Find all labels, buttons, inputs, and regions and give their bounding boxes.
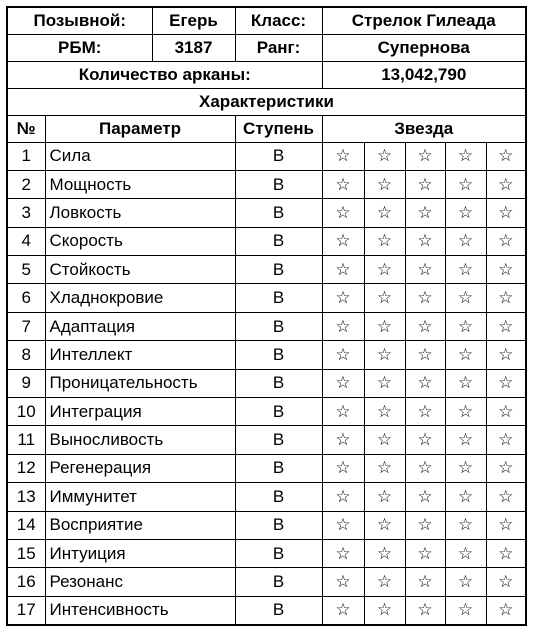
star-icon: ☆ — [445, 199, 486, 227]
callsign-value: Егерь — [152, 7, 235, 34]
star-icon: ☆ — [322, 483, 364, 511]
star-icon: ☆ — [322, 142, 364, 170]
class-value: Стрелок Гилеада — [322, 7, 526, 34]
star-icon: ☆ — [405, 539, 445, 567]
row-number: 14 — [7, 511, 45, 539]
row-parameter: Ловкость — [45, 199, 235, 227]
rbm-value: 3187 — [152, 34, 235, 61]
rbm-label: РБМ: — [7, 34, 152, 61]
row-parameter: Хладнокровие — [45, 284, 235, 312]
star-icon: ☆ — [322, 426, 364, 454]
row-grade: B — [235, 312, 322, 340]
row-number: 17 — [7, 596, 45, 624]
star-icon: ☆ — [405, 568, 445, 596]
star-icon: ☆ — [364, 227, 405, 255]
row-grade: B — [235, 142, 322, 170]
row-number: 2 — [7, 170, 45, 198]
row-parameter: Интеллект — [45, 341, 235, 369]
row-parameter: Интенсивность — [45, 596, 235, 624]
row-grade: B — [235, 341, 322, 369]
star-icon: ☆ — [364, 341, 405, 369]
table-row — [7, 170, 526, 198]
row-grade: B — [235, 284, 322, 312]
table-row — [7, 398, 526, 426]
row-parameter: Иммунитет — [45, 483, 235, 511]
row-grade: B — [235, 483, 322, 511]
star-icon: ☆ — [445, 341, 486, 369]
star-icon: ☆ — [405, 142, 445, 170]
star-icon: ☆ — [486, 256, 526, 284]
star-icon: ☆ — [322, 341, 364, 369]
star-icon: ☆ — [486, 539, 526, 567]
section-title-row — [7, 88, 526, 115]
row-parameter: Интуиция — [45, 539, 235, 567]
star-icon: ☆ — [445, 539, 486, 567]
star-icon: ☆ — [445, 142, 486, 170]
star-icon: ☆ — [364, 596, 405, 624]
table-row — [7, 256, 526, 284]
star-icon: ☆ — [405, 483, 445, 511]
col-header-num: № — [7, 115, 45, 142]
star-icon: ☆ — [445, 398, 486, 426]
star-icon: ☆ — [445, 284, 486, 312]
star-icon: ☆ — [405, 398, 445, 426]
star-icon: ☆ — [364, 454, 405, 482]
row-grade: B — [235, 596, 322, 624]
star-icon: ☆ — [322, 199, 364, 227]
star-icon: ☆ — [405, 369, 445, 397]
star-icon: ☆ — [364, 142, 405, 170]
table-row — [7, 227, 526, 255]
col-header-param: Параметр — [45, 115, 235, 142]
star-icon: ☆ — [405, 312, 445, 340]
row-grade: B — [235, 568, 322, 596]
table-row — [7, 483, 526, 511]
star-icon: ☆ — [405, 426, 445, 454]
star-icon: ☆ — [322, 312, 364, 340]
row-number: 10 — [7, 398, 45, 426]
star-icon: ☆ — [364, 539, 405, 567]
star-icon: ☆ — [364, 511, 405, 539]
row-parameter: Адаптация — [45, 312, 235, 340]
star-icon: ☆ — [486, 312, 526, 340]
star-icon: ☆ — [364, 256, 405, 284]
star-icon: ☆ — [445, 256, 486, 284]
stats-table — [6, 6, 527, 626]
star-icon: ☆ — [445, 312, 486, 340]
row-grade: B — [235, 511, 322, 539]
row-grade: B — [235, 398, 322, 426]
arcana-label: Количество арканы: — [7, 61, 322, 88]
row-number: 9 — [7, 369, 45, 397]
table-row — [7, 369, 526, 397]
star-icon: ☆ — [364, 426, 405, 454]
table-row — [7, 199, 526, 227]
row-parameter: Восприятие — [45, 511, 235, 539]
star-icon: ☆ — [486, 142, 526, 170]
row-grade: B — [235, 199, 322, 227]
star-icon: ☆ — [322, 170, 364, 198]
row-parameter: Регенерация — [45, 454, 235, 482]
row-parameter: Скорость — [45, 227, 235, 255]
star-icon: ☆ — [445, 454, 486, 482]
row-number: 12 — [7, 454, 45, 482]
table-row — [7, 596, 526, 624]
star-icon: ☆ — [364, 312, 405, 340]
star-icon: ☆ — [486, 170, 526, 198]
star-icon: ☆ — [445, 568, 486, 596]
star-icon: ☆ — [364, 483, 405, 511]
class-label: Класс: — [235, 7, 322, 34]
star-icon: ☆ — [486, 341, 526, 369]
row-parameter: Интеграция — [45, 398, 235, 426]
star-icon: ☆ — [445, 227, 486, 255]
star-icon: ☆ — [364, 284, 405, 312]
row-parameter: Выносливость — [45, 426, 235, 454]
callsign-label: Позывной: — [7, 7, 152, 34]
star-icon: ☆ — [364, 369, 405, 397]
star-icon: ☆ — [322, 596, 364, 624]
star-icon: ☆ — [445, 483, 486, 511]
character-sheet — [6, 6, 527, 626]
row-number: 3 — [7, 199, 45, 227]
table-row — [7, 142, 526, 170]
section-title: Характеристики — [7, 88, 526, 115]
table-row — [7, 341, 526, 369]
row-parameter: Мощность — [45, 170, 235, 198]
row-parameter: Стойкость — [45, 256, 235, 284]
star-icon: ☆ — [486, 227, 526, 255]
star-icon: ☆ — [405, 284, 445, 312]
rank-label: Ранг: — [235, 34, 322, 61]
star-icon: ☆ — [486, 426, 526, 454]
star-icon: ☆ — [322, 256, 364, 284]
row-number: 13 — [7, 483, 45, 511]
col-header-grade: Ступень — [235, 115, 322, 142]
star-icon: ☆ — [322, 369, 364, 397]
star-icon: ☆ — [322, 568, 364, 596]
star-icon: ☆ — [486, 284, 526, 312]
star-icon: ☆ — [405, 596, 445, 624]
star-icon: ☆ — [364, 170, 405, 198]
row-number: 7 — [7, 312, 45, 340]
star-icon: ☆ — [486, 568, 526, 596]
row-parameter: Резонанс — [45, 568, 235, 596]
star-icon: ☆ — [364, 568, 405, 596]
row-number: 6 — [7, 284, 45, 312]
star-icon: ☆ — [445, 170, 486, 198]
row-number: 15 — [7, 539, 45, 567]
row-parameter: Сила — [45, 142, 235, 170]
row-parameter: Проницательность — [45, 369, 235, 397]
table-row — [7, 568, 526, 596]
table-row — [7, 426, 526, 454]
star-icon: ☆ — [322, 398, 364, 426]
star-icon: ☆ — [405, 170, 445, 198]
arcana-value: 13,042,790 — [322, 61, 526, 88]
star-icon: ☆ — [486, 199, 526, 227]
table-row — [7, 511, 526, 539]
table-row — [7, 312, 526, 340]
row-grade: B — [235, 227, 322, 255]
star-icon: ☆ — [445, 596, 486, 624]
column-header-row — [7, 115, 526, 142]
table-row — [7, 539, 526, 567]
header-row-rbm — [7, 34, 526, 61]
star-icon: ☆ — [445, 369, 486, 397]
row-number: 11 — [7, 426, 45, 454]
star-icon: ☆ — [486, 596, 526, 624]
row-grade: B — [235, 369, 322, 397]
star-icon: ☆ — [445, 511, 486, 539]
row-number: 1 — [7, 142, 45, 170]
row-number: 4 — [7, 227, 45, 255]
star-icon: ☆ — [322, 227, 364, 255]
row-number: 8 — [7, 341, 45, 369]
star-icon: ☆ — [486, 398, 526, 426]
row-grade: B — [235, 539, 322, 567]
row-grade: B — [235, 426, 322, 454]
star-icon: ☆ — [405, 227, 445, 255]
col-header-star: Звезда — [322, 115, 526, 142]
star-icon: ☆ — [486, 369, 526, 397]
star-icon: ☆ — [322, 454, 364, 482]
star-icon: ☆ — [486, 454, 526, 482]
star-icon: ☆ — [364, 398, 405, 426]
table-row — [7, 284, 526, 312]
star-icon: ☆ — [322, 539, 364, 567]
header-row-arcana — [7, 61, 526, 88]
row-grade: B — [235, 454, 322, 482]
row-number: 16 — [7, 568, 45, 596]
star-icon: ☆ — [486, 483, 526, 511]
row-grade: B — [235, 170, 322, 198]
row-grade: B — [235, 256, 322, 284]
star-icon: ☆ — [405, 341, 445, 369]
star-icon: ☆ — [405, 454, 445, 482]
star-icon: ☆ — [405, 199, 445, 227]
star-icon: ☆ — [405, 511, 445, 539]
star-icon: ☆ — [445, 426, 486, 454]
star-icon: ☆ — [322, 511, 364, 539]
star-icon: ☆ — [364, 199, 405, 227]
row-number: 5 — [7, 256, 45, 284]
star-icon: ☆ — [486, 511, 526, 539]
table-row — [7, 454, 526, 482]
star-icon: ☆ — [322, 284, 364, 312]
star-icon: ☆ — [405, 256, 445, 284]
rank-value: Супернова — [322, 34, 526, 61]
header-row-callsign — [7, 7, 526, 34]
